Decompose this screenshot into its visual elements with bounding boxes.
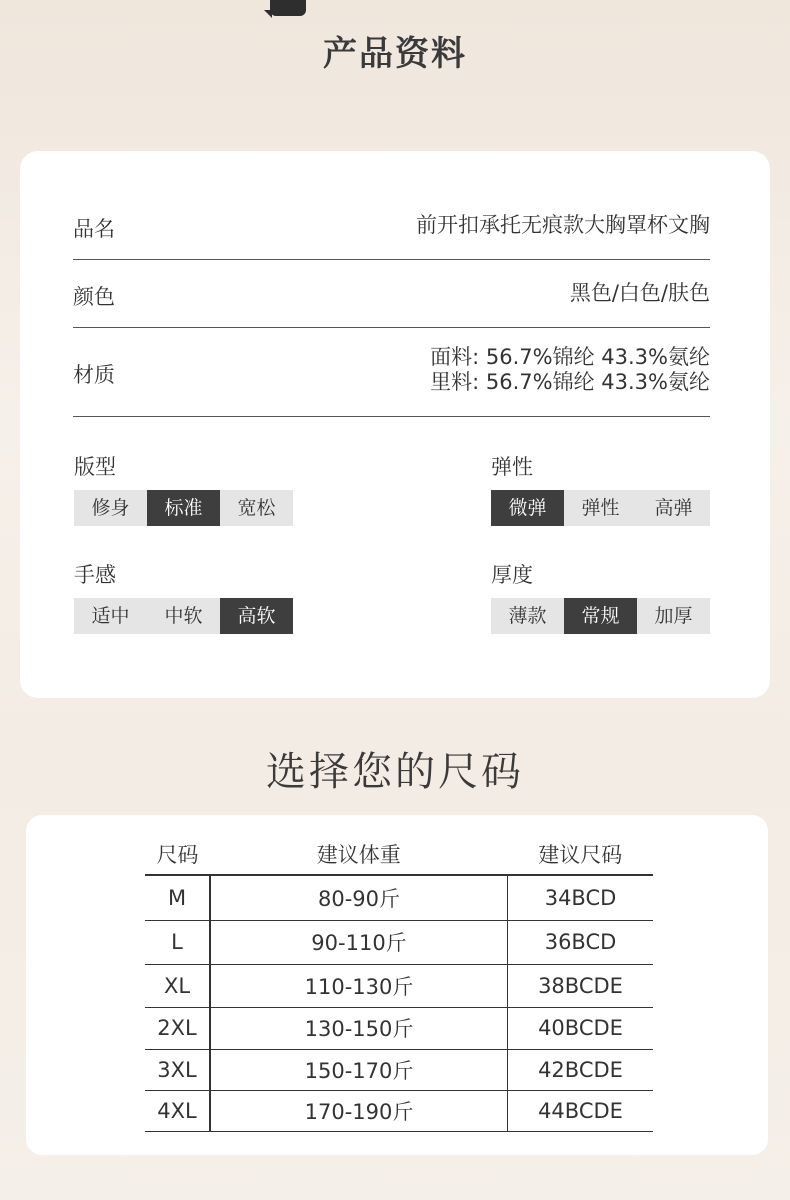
col-header-weight: 建议体重 [210,834,508,875]
attr-label: 版型 [74,455,116,479]
speech-bubble-icon [270,0,306,16]
material-line: 里料: 56.7%锦纶 43.3%氨纶 [430,370,710,394]
option-chip: 宽松 [220,490,293,526]
option-chips [74,598,293,634]
option-chip: 微弹 [491,490,564,526]
weight-cell: 80-90斤 [210,875,508,920]
product-info-card [20,151,770,698]
cup-cell: 40BCDE [508,1007,654,1049]
option-chip: 高弹 [637,490,710,526]
size-cell: 4XL [145,1090,210,1131]
attr-label: 弹性 [491,455,533,479]
size-chart-card [26,815,768,1155]
table-row [145,1049,653,1090]
option-chips [491,490,710,526]
info-key: 材质 [73,363,115,387]
table-row [145,1090,653,1131]
table-row [145,920,653,964]
option-chip: 中软 [147,598,220,634]
option-chips [74,490,293,526]
info-value [430,345,710,395]
attr-fit [74,451,293,526]
cup-cell: 44BCDE [508,1090,654,1131]
cup-cell: 36BCD [508,920,654,964]
size-cell: L [145,920,210,964]
option-chip: 加厚 [637,598,710,634]
info-key: 品名 [73,217,115,241]
cup-cell: 42BCDE [508,1049,654,1090]
material-line: 面料: 56.7%锦纶 43.3%氨纶 [430,345,710,369]
option-chip: 标准 [147,490,220,526]
option-chip: 修身 [74,490,147,526]
cup-cell: 34BCD [508,875,654,920]
info-row-material [73,327,710,417]
table-row [145,875,653,920]
attr-thickness [491,559,710,634]
weight-cell: 170-190斤 [210,1090,508,1131]
table-row [145,964,653,1007]
size-cell: XL [145,964,210,1007]
attr-feel [74,559,293,634]
option-chips [491,598,710,634]
weight-cell: 90-110斤 [210,920,508,964]
info-row-color [73,259,710,328]
weight-cell: 150-170斤 [210,1049,508,1090]
table-row [145,1007,653,1049]
attr-label: 手感 [74,563,116,587]
size-section-title: 选择您的尺码 [266,749,524,795]
option-chip: 适中 [74,598,147,634]
attr-elasticity [491,451,710,526]
weight-cell: 110-130斤 [210,964,508,1007]
weight-cell: 130-150斤 [210,1007,508,1049]
size-table [145,834,653,1132]
info-value: 黑色/白色/肤色 [569,281,710,305]
size-cell: 2XL [145,1007,210,1049]
info-row-name [73,203,710,260]
option-chip: 弹性 [564,490,637,526]
info-key: 颜色 [73,285,115,309]
cup-cell: 38BCDE [508,964,654,1007]
size-cell: M [145,875,210,920]
option-chip: 常规 [564,598,637,634]
col-header-size: 尺码 [145,834,210,875]
info-value: 前开扣承托无痕款大胸罩杯文胸 [416,213,710,237]
attr-label: 厚度 [491,563,533,587]
option-chip: 高软 [220,598,293,634]
product-info-title: 产品资料 [323,34,467,74]
col-header-cup: 建议尺码 [508,834,654,875]
size-cell: 3XL [145,1049,210,1090]
option-chip: 薄款 [491,598,564,634]
